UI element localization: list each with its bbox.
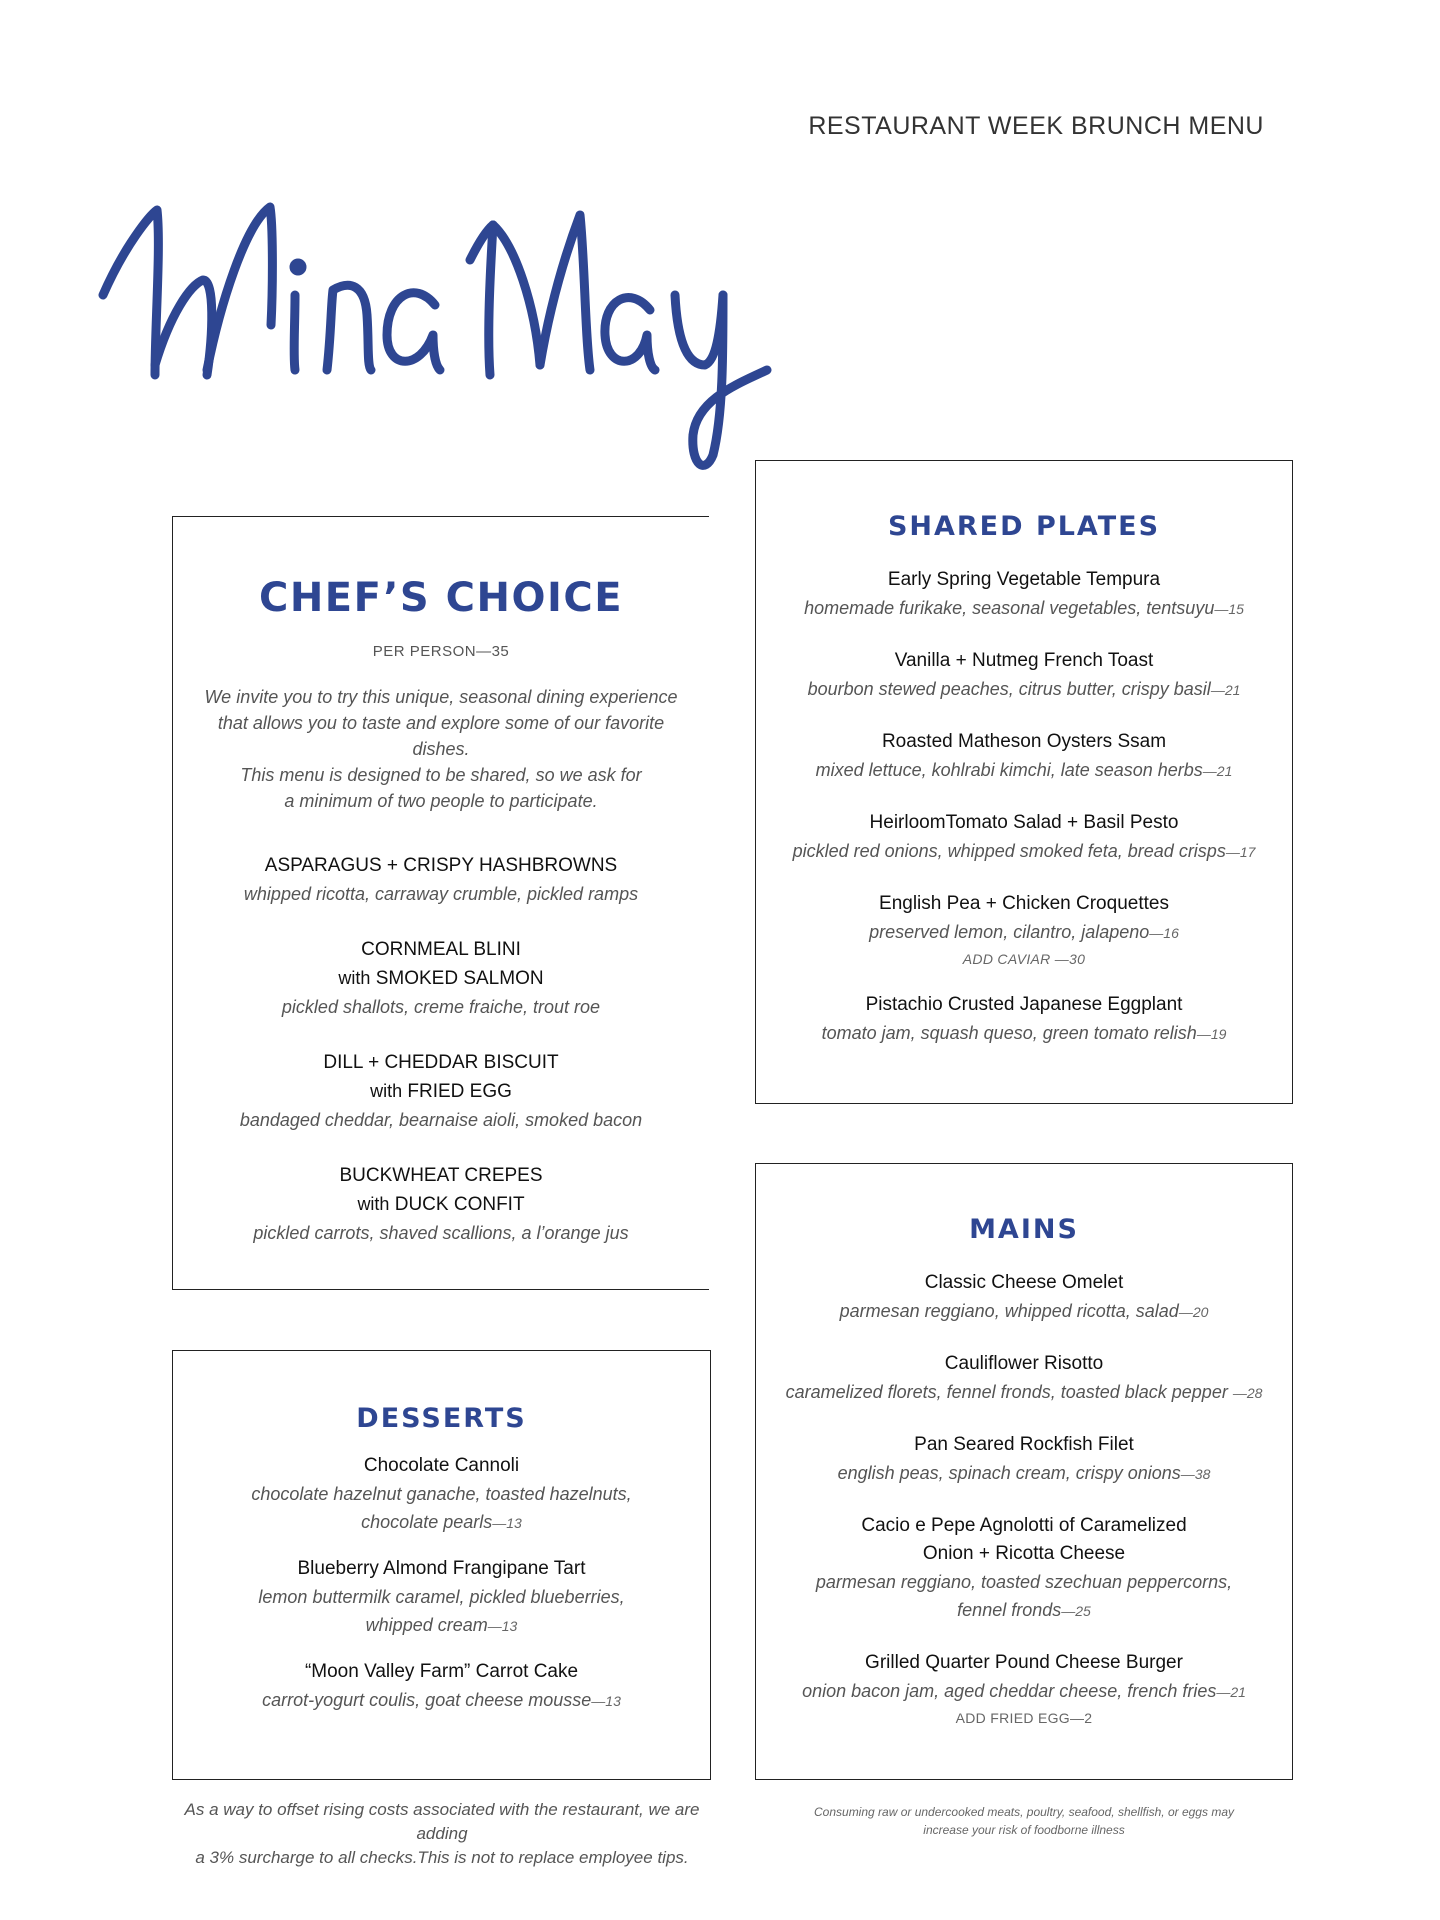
item-description: parmesan reggiano, toasted szechuan peppercorns,: [815, 1572, 1233, 1592]
warning-line-1: Consuming raw or undercooked meats, poultry, seafood, shellfish, or eggs may: [814, 1805, 1234, 1819]
item-name: Pan Seared Rockfish Filet: [914, 1434, 1134, 1455]
desc-text: whipped cream: [365, 1615, 488, 1635]
menu-item: [756, 566, 1292, 623]
item-description: [173, 1686, 710, 1715]
with-word: with: [357, 1194, 390, 1214]
chefs-choice-title: CHEF’S CHOICE: [258, 575, 624, 621]
item-name: Cauliflower Risotto: [944, 1353, 1104, 1374]
item-description: [756, 756, 1292, 785]
menu-item: [756, 647, 1292, 704]
item-price: —15: [1214, 601, 1244, 617]
item-price: —28: [1232, 1385, 1263, 1401]
item-description: [756, 1297, 1292, 1326]
item-with-line: [173, 1190, 709, 1219]
item-name: Chocolate Cannoli: [363, 1455, 520, 1476]
item-name: Pistachio Crusted Japanese Eggplant: [865, 994, 1183, 1015]
desserts-title: DESSERTS: [356, 1403, 527, 1434]
desc-text: pickled red onions, whipped smoked feta, bread crisps: [792, 841, 1226, 861]
surcharge-line-1: As a way to offset rising costs associated with the restaurant, we are adding: [184, 1800, 700, 1843]
nina-may-logo: [95, 185, 775, 485]
menu-item: [756, 1649, 1292, 1726]
item-price: —21: [1202, 763, 1233, 779]
surcharge-line-2: a 3% surcharge to all checks.This is not to replace employee tips.: [195, 1848, 689, 1867]
item-description: [756, 675, 1292, 704]
menu-item: [756, 890, 1292, 967]
desc-text: onion bacon jam, aged cheddar cheese, french fries: [802, 1681, 1217, 1701]
item-price: —25: [1061, 1603, 1091, 1619]
item-price: —20: [1178, 1304, 1209, 1320]
item-name: Vanilla + Nutmeg French Toast: [894, 650, 1154, 671]
menu-item: [173, 1049, 709, 1134]
food-safety-warning: [755, 1803, 1293, 1839]
item-with-line: [173, 1077, 709, 1106]
item-description: [756, 594, 1292, 623]
item-price: —13: [591, 1693, 621, 1709]
menu-item: [756, 1431, 1292, 1488]
menu-item: [756, 991, 1292, 1048]
item-name: Classic Cheese Omelet: [924, 1272, 1124, 1293]
with-word: with: [338, 968, 371, 988]
item-name: BUCKWHEAT CREPES: [339, 1165, 543, 1186]
mains-section: [755, 1163, 1293, 1780]
item-name: ASPARAGUS + CRISPY HASHBROWNS: [264, 855, 618, 876]
item-price: —38: [1180, 1466, 1211, 1482]
item-description: [756, 1677, 1292, 1706]
menu-item: [173, 1555, 710, 1640]
menu-type-label: RESTAURANT WEEK BRUNCH MENU: [808, 112, 1264, 140]
item-description: [756, 1459, 1292, 1488]
with-item: SMOKED SALMON: [375, 968, 544, 989]
item-description-cont: [756, 1596, 1292, 1625]
item-name: “Moon Valley Farm” Carrot Cake: [304, 1661, 579, 1682]
shared-plates-section: [755, 460, 1293, 1104]
desc-text: english peas, spinach cream, crispy onions: [837, 1463, 1181, 1483]
item-name: Roasted Matheson Oysters Ssam: [881, 731, 1167, 752]
item-description: pickled carrots, shaved scallions, a l’orange jus: [253, 1223, 629, 1243]
item-addon: ADD CAVIAR —30: [962, 951, 1086, 967]
item-description: lemon buttermilk caramel, pickled blueberries,: [258, 1587, 625, 1607]
item-description: bandaged cheddar, bearnaise aioli, smoked bacon: [239, 1110, 643, 1130]
menu-item: [756, 728, 1292, 785]
item-name: Early Spring Vegetable Tempura: [887, 569, 1161, 590]
per-person-price: PER PERSON—35: [372, 643, 510, 660]
item-description: [756, 1019, 1292, 1048]
item-name: English Pea + Chicken Croquettes: [879, 893, 1169, 914]
item-name: DILL + CHEDDAR BISCUIT: [323, 1052, 559, 1073]
item-price: —21: [1216, 1684, 1246, 1700]
menu-item: [173, 1658, 710, 1715]
menu-item: [756, 1269, 1292, 1326]
item-name: CORNMEAL BLINI: [361, 939, 521, 960]
desc-text: preserved lemon, cilantro, jalapeno: [869, 922, 1150, 942]
desc-text: parmesan reggiano, whipped ricotta, salad: [839, 1301, 1179, 1321]
menu-item: [173, 852, 709, 908]
item-description: [756, 837, 1292, 866]
item-price: —16: [1149, 925, 1179, 941]
mains-title: MAINS: [969, 1214, 1079, 1245]
chefs-choice-intro: We invite you to try this unique, seasonal dining experience that allows you to taste and explore some of our favorite dishes. This menu is designed to be shared, so we ask for a minimum of two people to participate.: [204, 687, 678, 811]
menu-item: [756, 1512, 1292, 1625]
shared-plates-title: SHARED PLATES: [887, 511, 1161, 542]
desc-text: bourbon stewed peaches, citrus butter, crispy basil: [807, 679, 1211, 699]
item-description: chocolate hazelnut ganache, toasted hazelnuts,: [251, 1484, 632, 1504]
menu-item: [756, 809, 1292, 866]
item-price: —21: [1210, 682, 1241, 698]
item-price: —17: [1225, 844, 1256, 860]
surcharge-note: [172, 1798, 712, 1870]
desserts-section: [172, 1350, 711, 1780]
menu-item: [173, 936, 709, 1021]
item-description-cont: [173, 1611, 710, 1640]
desc-text: tomato jam, squash queso, green tomato relish: [821, 1023, 1197, 1043]
chefs-choice-section: [172, 516, 709, 1290]
desc-text: mixed lettuce, kohlrabi kimchi, late season herbs: [815, 760, 1203, 780]
item-addon: ADD FRIED EGG—2: [955, 1710, 1093, 1726]
item-description: [756, 918, 1292, 947]
item-name-cont: Onion + Ricotta Cheese: [922, 1543, 1126, 1564]
with-item: DUCK CONFIT: [394, 1194, 525, 1215]
item-name: HeirloomTomato Salad + Basil Pesto: [869, 812, 1179, 833]
desc-text: homemade furikake, seasonal vegetables, tentsuyu: [804, 598, 1215, 618]
desc-text: chocolate pearls: [361, 1512, 493, 1532]
desc-text: fennel fronds: [957, 1600, 1062, 1620]
item-with-line: [173, 964, 709, 993]
with-item: FRIED EGG: [407, 1081, 512, 1102]
item-description: [756, 1378, 1292, 1407]
item-name: Blueberry Almond Frangipane Tart: [297, 1558, 586, 1579]
warning-line-2: increase your risk of foodborne illness: [923, 1823, 1125, 1837]
item-price: —13: [492, 1515, 522, 1531]
item-description: whipped ricotta, carraway crumble, pickled ramps: [243, 884, 639, 904]
item-description: pickled shallots, creme fraiche, trout roe: [281, 997, 601, 1017]
item-name: Grilled Quarter Pound Cheese Burger: [865, 1652, 1183, 1673]
item-price: —19: [1196, 1026, 1227, 1042]
menu-item: [173, 1452, 710, 1537]
menu-item: [173, 1162, 709, 1247]
menu-item: [756, 1350, 1292, 1407]
desc-text: carrot-yogurt coulis, goat cheese mousse: [262, 1690, 592, 1710]
item-price: —13: [487, 1618, 518, 1634]
item-name: Cacio e Pepe Agnolotti of Caramelized: [861, 1515, 1187, 1536]
item-description-cont: [173, 1508, 710, 1537]
with-word: with: [370, 1081, 403, 1101]
desc-text: caramelized florets, fennel fronds, toasted black pepper: [785, 1382, 1233, 1402]
